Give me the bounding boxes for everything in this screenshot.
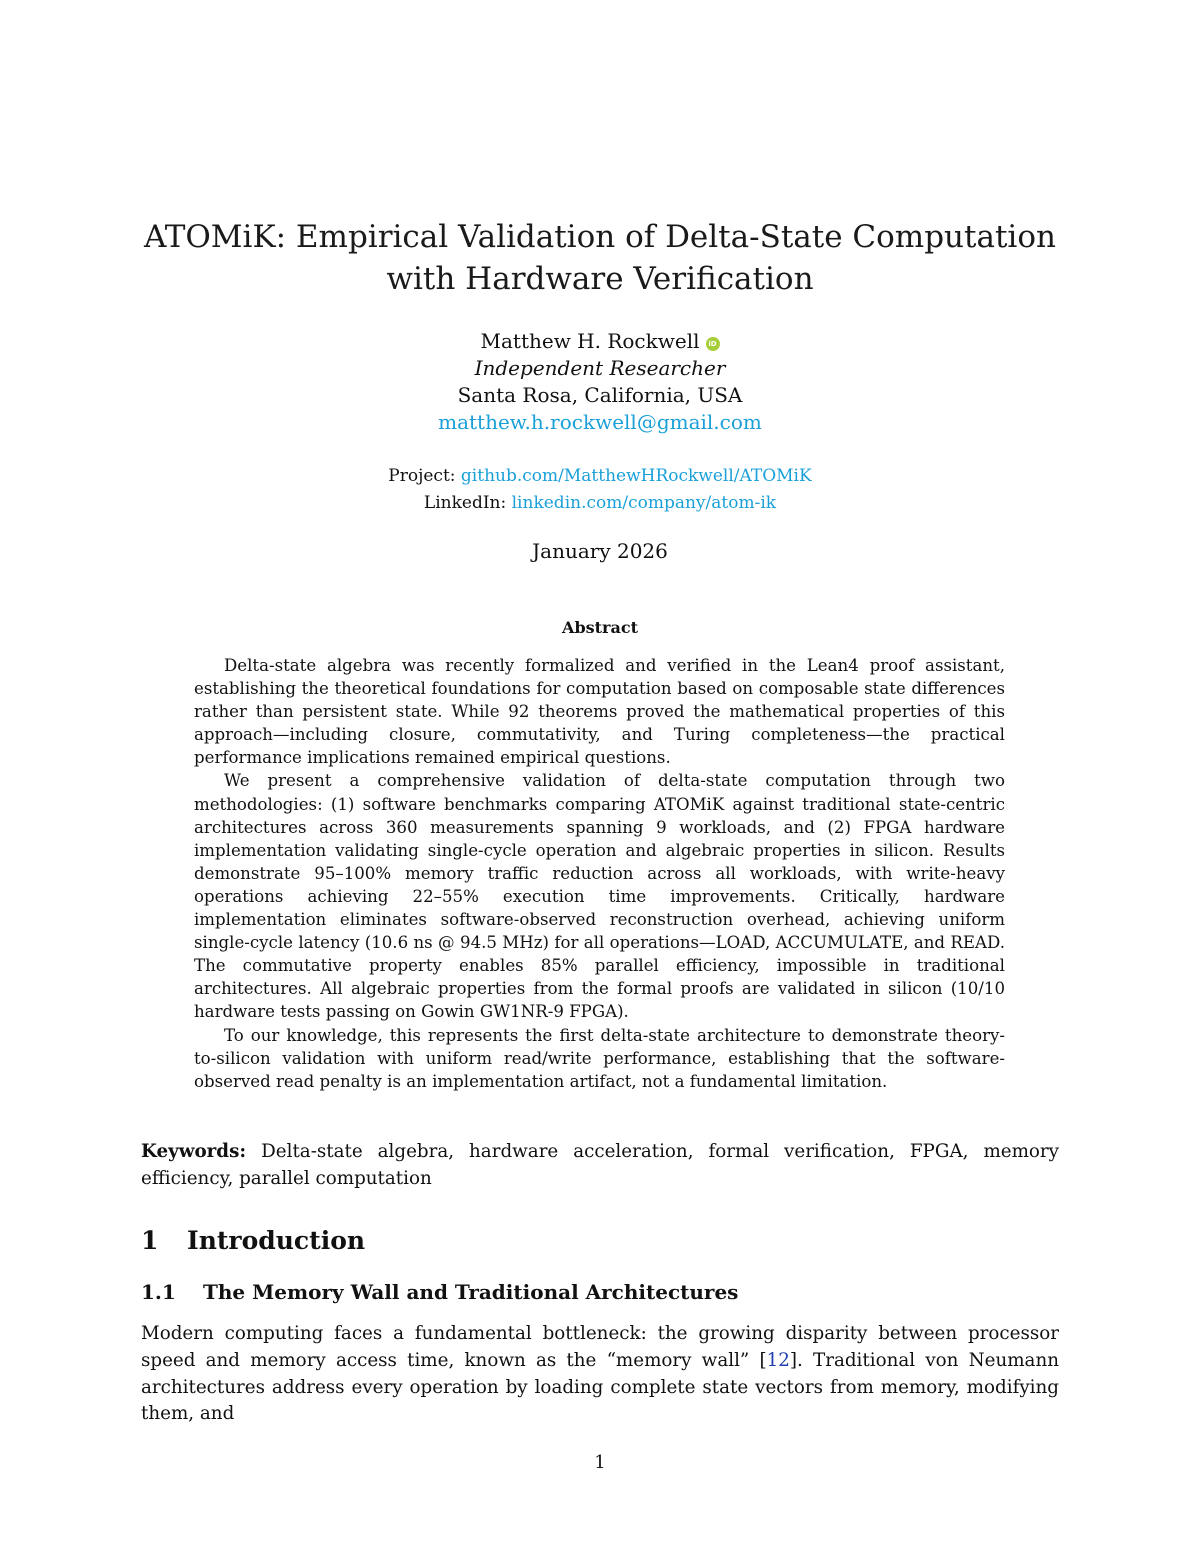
abstract-body: [194, 654, 1005, 1093]
intro-text-before: Modern computing faces a fundamental bottleneck: the growing disparity between processor speed and memory access time, known as the “memory wall” [: [141, 1323, 1059, 1371]
abstract-paragraph: Delta-state algebra was recently formalized and verified in the Lean4 proof assistant, establishing the theoretical foundations for computation based on composable state differences rather than persistent state. While 92 theorems proved the mathematical properties of this approach—including closure, commutativity, and Turing completeness—the practical performance implications remained empirical questions.: [194, 656, 1005, 768]
keywords-label: Keywords:: [141, 1141, 247, 1162]
author-location: Santa Rosa, California, USA: [457, 383, 743, 407]
project-link[interactable]: github.com/MatthewHRockwell/ATOMiK: [460, 466, 812, 486]
abstract-heading: Abstract: [562, 618, 638, 637]
linkedin-link[interactable]: linkedin.com/company/atom-ik: [511, 493, 777, 513]
paper-date: January 2026: [532, 539, 668, 563]
page-number: 1: [594, 1452, 606, 1473]
section-heading: [141, 1226, 365, 1255]
author-email-link[interactable]: matthew.h.rockwell@gmail.com: [438, 410, 762, 434]
section-number: 1: [141, 1226, 159, 1255]
subsection-heading: [141, 1280, 738, 1304]
intro-text-after: ]. Traditional von Neumann architectures address every operation by loading complete state vectors from memory, modifying them, and: [141, 1349, 1059, 1425]
author-name: Matthew H. Rockwell: [480, 329, 700, 353]
abstract-paragraph: We present a comprehensive validation of delta-state computation through two methodologies: (1) software benchmarks comparing ATOMiK against traditional state-centric architectures across 360 measurements spanning 9 workloads, and (2) FPGA hardware implementation validating single-cycle operation and algebraic properties in silicon. Results demonstrate 95–100% memory traffic reduction across all workloads, with write-heavy operations achieving 22–55% execution time improvements. Critically, hardware implementation eliminates software-observed reconstruction overhead, achieving uniform single-cycle latency (10.6 ns @ 94.5 MHz) for all operations—LOAD, ACCUMULATE, and READ. The commutative property enables 85% parallel efficiency, impossible in traditional architectures. All algebraic properties from the formal proofs are validated in silicon (10/10 hardware tests passing on Gowin GW1NR-9 FPGA).: [194, 771, 1005, 1022]
keywords-text: Delta-state algebra, hardware acceleration, formal verification, FPGA, memory efficiency, parallel computation: [141, 1141, 1060, 1189]
subsection-title: The Memory Wall and Traditional Architectures: [203, 1280, 739, 1304]
intro-paragraph: [141, 1321, 1059, 1428]
project-links: [300, 463, 900, 517]
orcid-icon[interactable]: iD: [706, 337, 720, 351]
keywords: [141, 1138, 1059, 1192]
abstract-paragraph: To our knowledge, this represents the first delta-state architecture to demonstrate theory-to-silicon validation with uniform read/write performance, establishing that the software-observed read penalty is an implementation artifact, not a fundamental limitation.: [194, 1025, 1005, 1091]
linkedin-label: LinkedIn:: [423, 493, 507, 513]
title-line-2: with Hardware Verification: [386, 261, 814, 297]
title-line-1: ATOMiK: Empirical Validation of Delta-State Computation: [144, 219, 1056, 255]
paper-title: [100, 216, 1100, 300]
project-label: Project:: [388, 466, 456, 486]
subsection-number: 1.1: [141, 1280, 176, 1304]
citation-link[interactable]: 12: [766, 1349, 790, 1371]
author-affiliation: Independent Researcher: [474, 356, 726, 380]
section-title: Introduction: [187, 1226, 366, 1255]
author-block: [300, 328, 900, 436]
